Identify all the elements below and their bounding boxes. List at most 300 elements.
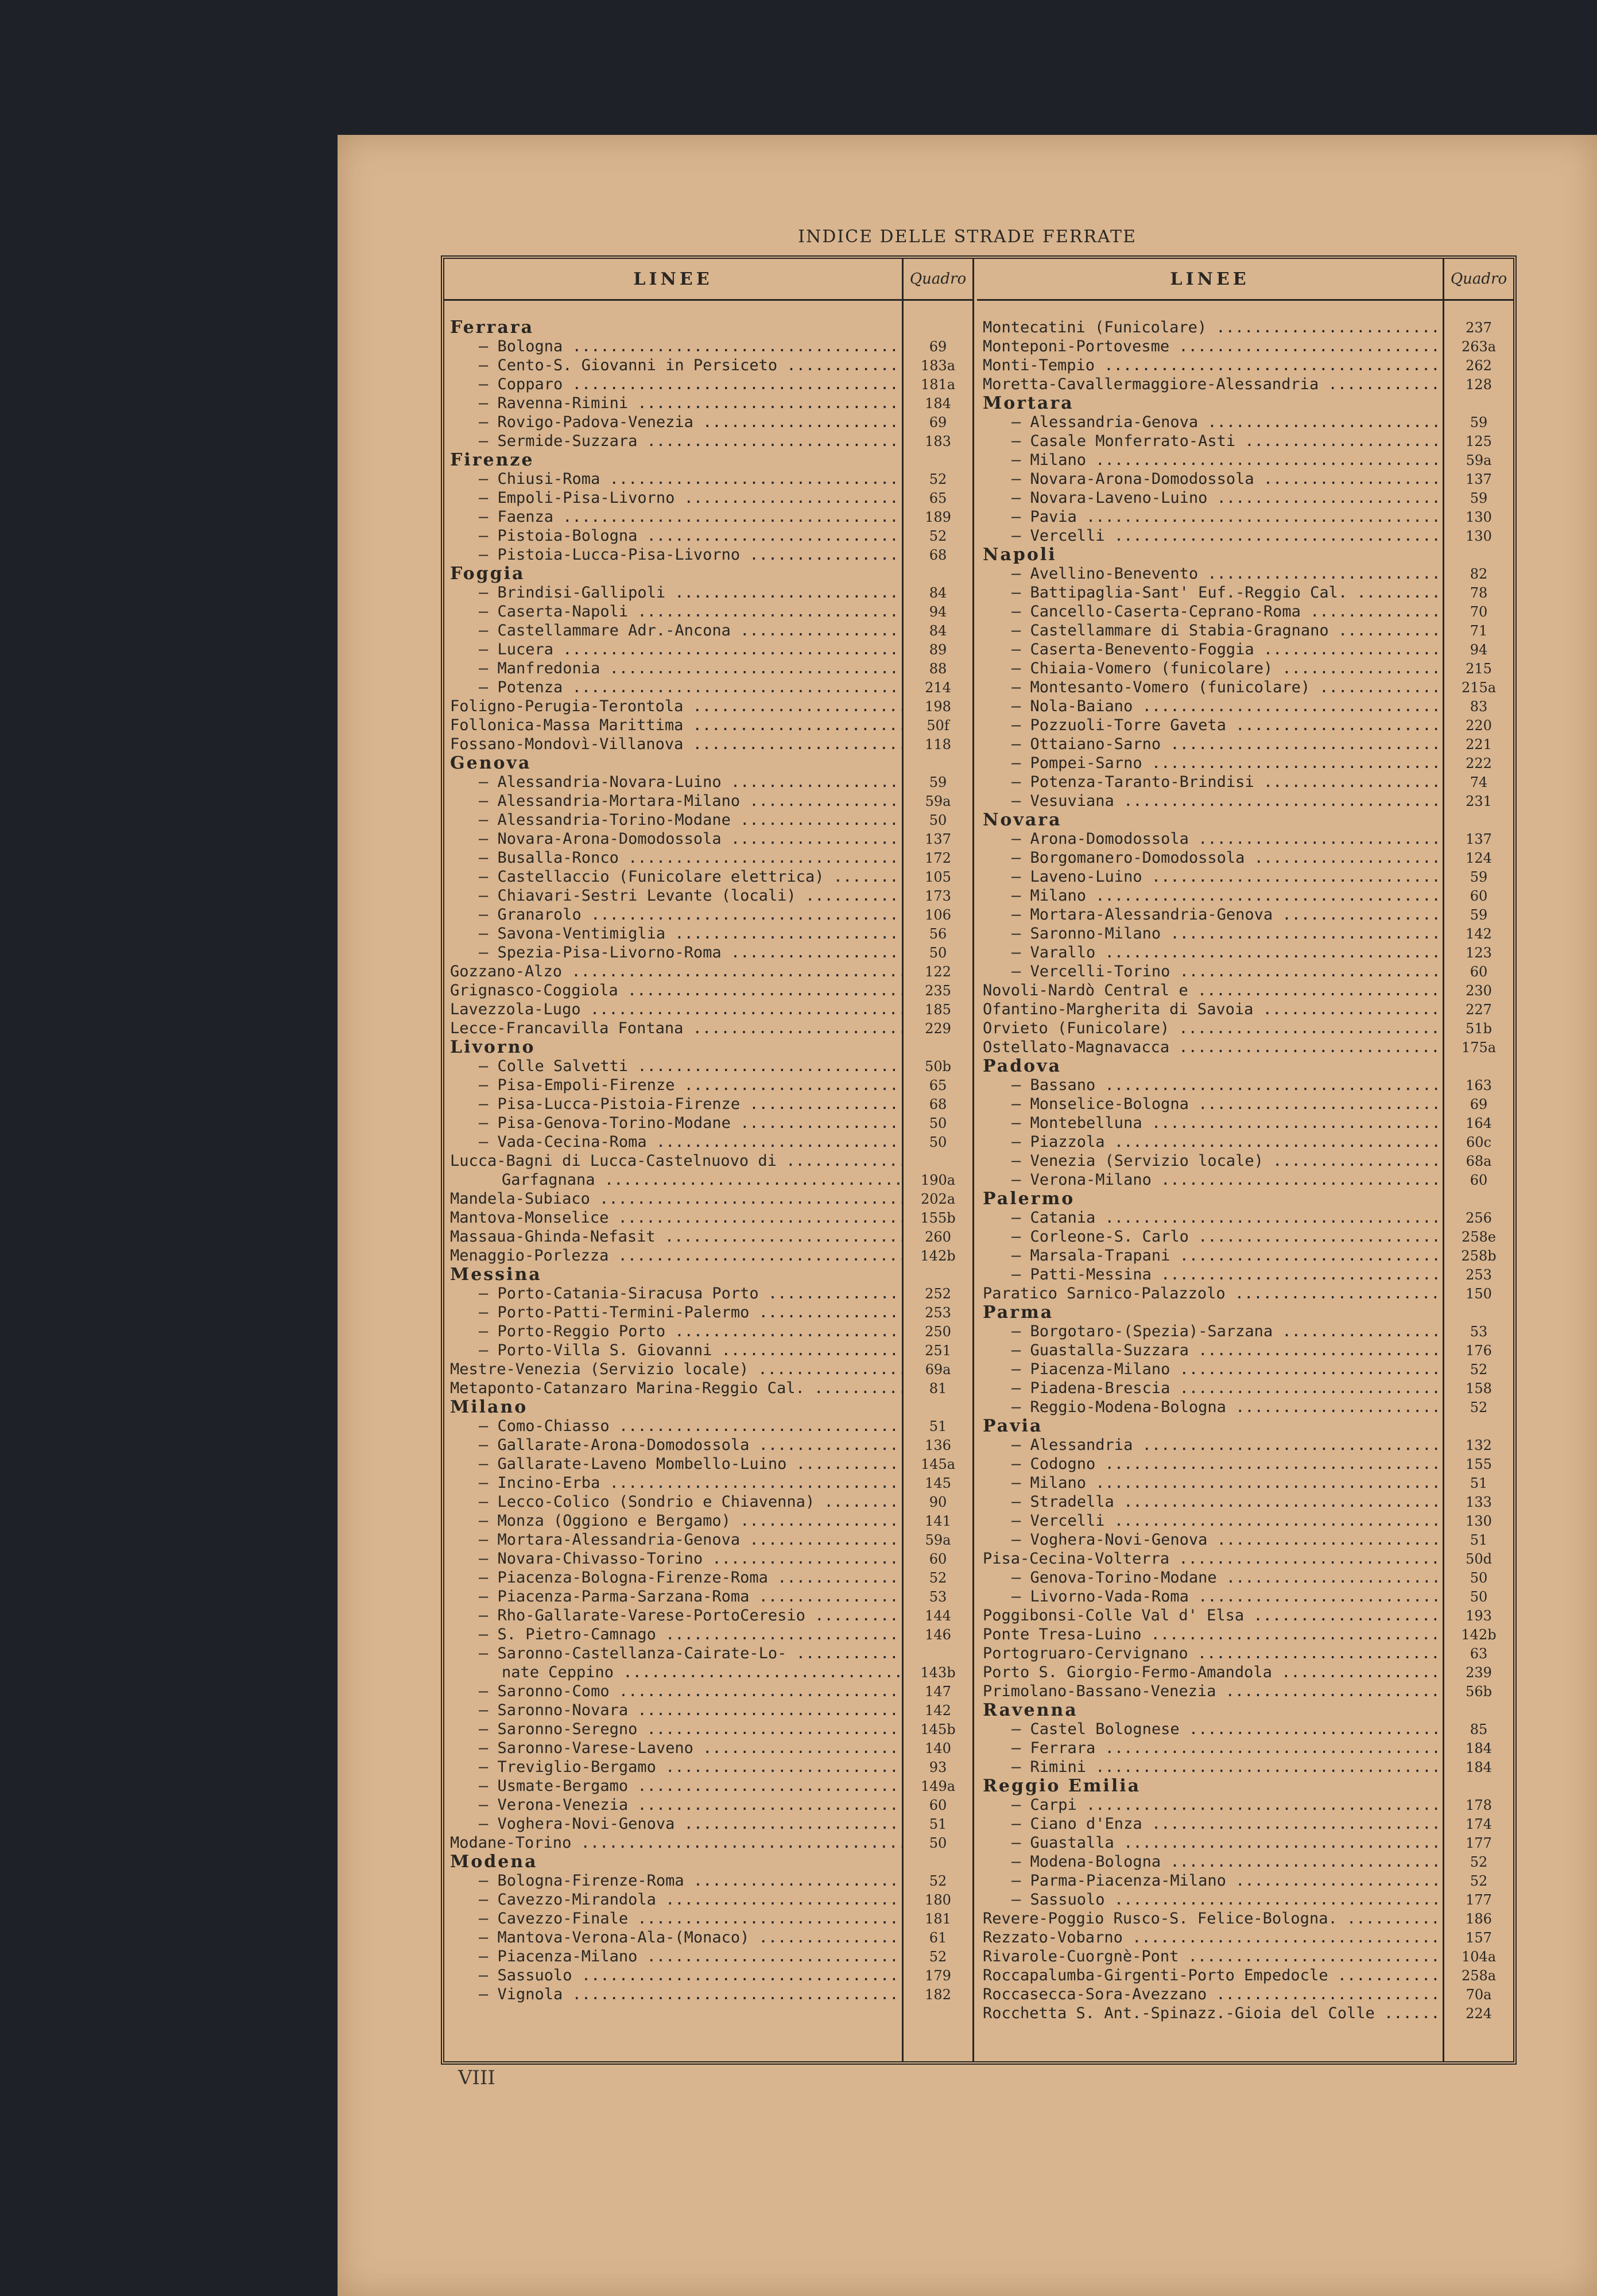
quadro-header: Quadro	[902, 259, 972, 299]
line-name: — Battipaglia-Sant' Euf.-Reggio Cal. .....	[977, 584, 1444, 602]
quadro-number: 50	[929, 1134, 947, 1150]
table-row	[444, 1095, 972, 1114]
quadro-number: 149a	[920, 1778, 956, 1794]
table-row	[444, 810, 972, 829]
quadro-number: 94	[929, 603, 947, 620]
quadro-number: 50f	[927, 717, 949, 734]
line-name: Metaponto-Catanzaro Marina-Reggio Cal. .....	[444, 1379, 904, 1397]
line-name: — Gallarate-Arona-Domodossola .....	[444, 1436, 904, 1454]
table-row	[977, 1000, 1513, 1019]
table-row	[444, 886, 972, 905]
quadro-number: 220	[1466, 717, 1492, 734]
table-row	[444, 943, 972, 962]
quadro-number: 144	[925, 1607, 951, 1624]
line-name: — Saronno-Como .....	[444, 1682, 904, 1700]
quadro-number: 93	[929, 1759, 947, 1775]
table-row	[977, 1284, 1513, 1303]
table-row	[444, 621, 972, 640]
table-row	[977, 1322, 1513, 1341]
quadro-number: 60	[929, 1797, 947, 1813]
line-name: — Voghera-Novi-Genova .....	[444, 1815, 904, 1833]
table-row	[977, 735, 1513, 754]
section-heading	[977, 810, 1513, 829]
right-rows	[977, 301, 1513, 2023]
line-name: — Chiaia-Vomero (funicolare) .....	[977, 660, 1444, 677]
quadro-number: 61	[929, 1929, 947, 1946]
quadro-number: 130	[1466, 1512, 1492, 1529]
line-name: — Potenza-Taranto-Brindisi .....	[977, 773, 1444, 791]
quadro-number: 250	[925, 1323, 951, 1340]
table-row	[977, 1076, 1513, 1095]
quadro-number: 202a	[920, 1190, 956, 1207]
table-row	[444, 1170, 972, 1189]
quadro-number: 142b	[920, 1247, 956, 1264]
table-row	[977, 697, 1513, 716]
quadro-number: 70a	[1466, 1986, 1492, 2003]
line-name: — Mortara-Alessandria-Genova .....	[444, 1531, 904, 1549]
table-row	[444, 1549, 972, 1568]
line-name: — Milano .....	[977, 1474, 1444, 1492]
quadro-number: 51b	[1466, 1020, 1492, 1037]
table-row	[444, 1114, 972, 1133]
line-name: Modena	[450, 1852, 538, 1872]
quadro-number: 215a	[1461, 679, 1497, 696]
quadro-number: 52	[929, 1948, 947, 1965]
line-name: — Montesanto-Vomero (funicolare) .....	[977, 678, 1444, 696]
table-row	[444, 1795, 972, 1814]
line-name: — Ferrara .....	[977, 1739, 1444, 1757]
line-name: Monteponi-Portovesme .....	[977, 338, 1444, 355]
table-row	[444, 659, 972, 678]
line-name: — Potenza .....	[444, 678, 904, 696]
table-row	[977, 1758, 1513, 1777]
line-name: Lucca-Bagni di Lucca-Castelnuovo di .....	[444, 1152, 904, 1170]
quadro-number: 60	[929, 1550, 947, 1567]
table-row	[977, 1909, 1513, 1928]
section-heading	[444, 1038, 972, 1057]
table-row	[977, 773, 1513, 792]
line-name: Mandela-Subiaco .....	[444, 1190, 904, 1208]
table-row	[977, 1151, 1513, 1170]
right-column-header	[977, 259, 1513, 301]
quadro-number: 59a	[925, 793, 951, 809]
quadro-number: 184	[1466, 1759, 1492, 1775]
quadro-number: 50d	[1466, 1550, 1492, 1567]
line-name: Padova	[983, 1056, 1062, 1076]
quadro-number: 122	[925, 963, 951, 980]
line-name: — Patti-Messina .....	[977, 1266, 1444, 1283]
line-name: — Piacenza-Milano .....	[444, 1948, 904, 1965]
table-row	[444, 924, 972, 943]
line-name: Portogruaro-Cervignano .....	[977, 1645, 1444, 1662]
table-row	[977, 1833, 1513, 1852]
line-name: — Sermide-Suzzara .....	[444, 432, 904, 450]
quadro-number: 176	[1466, 1342, 1492, 1359]
line-name: — Novara-Chivasso-Torino .....	[444, 1550, 904, 1568]
line-name: Roccasecca-Sora-Avezzano .....	[977, 1985, 1444, 2003]
quadro-number: 52	[1470, 1361, 1488, 1378]
quadro-number: 173	[925, 887, 951, 904]
quadro-number: 50	[1470, 1588, 1488, 1605]
line-name: — Spezia-Pisa-Livorno-Roma .....	[444, 944, 904, 961]
line-name: — Bologna-Firenze-Roma .....	[444, 1872, 904, 1890]
line-name: — Castel Bolognese .....	[977, 1720, 1444, 1738]
line-name: Novara	[983, 810, 1062, 830]
line-name: Messina	[450, 1265, 542, 1285]
line-name: — Gallarate-Laveno Mombello-Luino .....	[444, 1455, 904, 1473]
quadro-number: 252	[925, 1285, 951, 1302]
section-heading	[977, 1701, 1513, 1720]
table-row	[444, 1644, 972, 1663]
line-name: — Chiusi-Roma .....	[444, 470, 904, 488]
page-number: VIII	[458, 2066, 495, 2089]
line-name: — Laveno-Luino .....	[977, 868, 1444, 886]
table-row	[977, 981, 1513, 1000]
table-row	[977, 1985, 1513, 2004]
line-name: — Novara-Arona-Domodossola .....	[444, 830, 904, 848]
quadro-number: 69a	[925, 1361, 951, 1378]
section-heading	[977, 394, 1513, 413]
table-row	[444, 1133, 972, 1151]
line-name: — Voghera-Novi-Genova .....	[977, 1531, 1444, 1549]
quadro-number: 186	[1466, 1910, 1492, 1927]
line-name: Massaua-Ghinda-Nefasit .....	[444, 1228, 904, 1246]
line-name: Foligno-Perugia-Terontola .....	[444, 697, 904, 715]
line-name: — Verona-Venezia .....	[444, 1796, 904, 1814]
line-name: Novoli-Nardò Central e .....	[977, 982, 1444, 999]
table-row	[444, 716, 972, 735]
quadro-number: 174	[1466, 1816, 1492, 1832]
line-name: — Saronno-Milano .....	[977, 925, 1444, 943]
quadro-number: 185	[925, 1001, 951, 1018]
quadro-number: 60	[1470, 887, 1488, 904]
line-name: — Copparo .....	[444, 375, 904, 393]
quadro-number: 155b	[920, 1209, 956, 1226]
line-name: Firenze	[450, 450, 534, 470]
line-name: Genova	[450, 753, 532, 773]
table-row	[977, 848, 1513, 867]
line-name: — Milano .....	[977, 887, 1444, 905]
quadro-number: 178	[1466, 1797, 1492, 1813]
table-row	[444, 848, 972, 867]
line-name: — Vercelli .....	[977, 1512, 1444, 1530]
quadro-number: 59	[1470, 414, 1488, 430]
quadro-number: 128	[1466, 376, 1492, 393]
table-row	[977, 1208, 1513, 1227]
quadro-number: 65	[929, 1077, 947, 1093]
section-heading	[977, 1189, 1513, 1208]
table-row	[444, 1966, 972, 1985]
line-name: Roccapalumba-Girgenti-Porto Empedocle .....	[977, 1967, 1444, 1984]
line-name: — Casale Monferrato-Asti .....	[977, 432, 1444, 450]
line-name: Modane-Torino .....	[444, 1834, 904, 1852]
line-name: — Stradella .....	[977, 1493, 1444, 1511]
table-row	[444, 432, 972, 451]
quadro-number: 239	[1466, 1664, 1492, 1681]
line-name: — Cancello-Caserta-Ceprano-Roma .....	[977, 603, 1444, 620]
table-row	[977, 1133, 1513, 1151]
line-name: — Porto-Villa S. Giovanni .....	[444, 1341, 904, 1359]
line-name: — Pisa-Genova-Torino-Modane .....	[444, 1114, 904, 1132]
line-name: — Porto-Reggio Porto .....	[444, 1322, 904, 1340]
table-row	[444, 545, 972, 564]
line-name: — Brindisi-Gallipoli .....	[444, 584, 904, 602]
table-row	[444, 829, 972, 848]
table-row	[444, 356, 972, 375]
table-row	[444, 1511, 972, 1530]
quadro-number: 189	[925, 509, 951, 525]
line-name: — Lecco-Colico (Sondrio e Chiavenna) .....	[444, 1493, 904, 1511]
table-row	[444, 1871, 972, 1890]
table-row	[444, 1739, 972, 1758]
line-name: Ofantino-Margherita di Savoia .....	[977, 1000, 1444, 1018]
table-row	[977, 413, 1513, 432]
quadro-number: 130	[1466, 509, 1492, 525]
line-name: — Guastalla .....	[977, 1834, 1444, 1852]
table-row	[977, 1814, 1513, 1833]
table-row	[444, 1814, 972, 1833]
table-row	[977, 1966, 1513, 1985]
left-rows	[444, 301, 972, 2004]
quadro-number: 137	[1466, 831, 1492, 847]
line-name: Mantova-Monselice .....	[444, 1209, 904, 1227]
table-row	[444, 1833, 972, 1852]
line-name: Orvieto (Funicolare) .....	[977, 1019, 1444, 1037]
section-heading	[977, 1303, 1513, 1322]
quadro-number: 147	[925, 1683, 951, 1700]
left-column	[444, 259, 974, 2061]
table-row	[977, 1114, 1513, 1133]
line-name: — Pavia .....	[977, 508, 1444, 526]
line-name: — Genova-Torino-Modane .....	[977, 1569, 1444, 1587]
table-row	[444, 1151, 972, 1170]
table-row	[444, 1208, 972, 1227]
quadro-number: 90	[929, 1494, 947, 1510]
line-name: — Borgotaro-(Spezia)-Sarzana .....	[977, 1322, 1444, 1340]
line-name: — Arona-Domodossola .....	[977, 830, 1444, 848]
line-name: — Pistoia-Bologna .....	[444, 527, 904, 545]
line-name: Rivarole-Cuorgnè-Pont .....	[977, 1948, 1444, 1965]
section-heading	[444, 754, 972, 773]
line-name: — Pisa-Lucca-Pistoia-Firenze .....	[444, 1095, 904, 1113]
table-row	[444, 1360, 972, 1379]
table-row	[977, 1606, 1513, 1625]
table-row	[444, 1379, 972, 1398]
quadro-number: 69	[1470, 1096, 1488, 1112]
page-title: INDICE DELLE STRADE FERRATE	[798, 227, 1137, 247]
table-row	[444, 1625, 972, 1644]
quadro-number: 179	[925, 1967, 951, 1984]
table-row	[977, 1095, 1513, 1114]
line-name: — Vercelli-Torino .....	[977, 963, 1444, 980]
table-row	[977, 1682, 1513, 1701]
quadro-number: 235	[925, 982, 951, 999]
quadro-number: 52	[929, 471, 947, 487]
quadro-number: 123	[1466, 944, 1492, 961]
quadro-number: 258a	[1461, 1967, 1497, 1984]
quadro-number: 157	[1466, 1929, 1492, 1946]
line-name: — Lucera .....	[444, 641, 904, 658]
table-row	[977, 1644, 1513, 1663]
table-row	[977, 1246, 1513, 1265]
table-row	[977, 905, 1513, 924]
quadro-number: 65	[929, 490, 947, 506]
table-row	[444, 1189, 972, 1208]
table-row	[977, 1455, 1513, 1473]
quadro-number: 215	[1466, 660, 1492, 677]
table-row	[444, 1568, 972, 1587]
quadro-number: 59a	[1466, 452, 1492, 468]
line-name: — Piacenza-Parma-Sarzana-Roma .....	[444, 1588, 904, 1605]
quadro-number: 230	[1466, 982, 1492, 999]
line-name: — Nola-Baiano .....	[977, 697, 1444, 715]
table-row	[444, 1682, 972, 1701]
line-name: — Chiavari-Sestri Levante (locali) .....	[444, 887, 904, 905]
table-row	[977, 488, 1513, 507]
quadro-number: 125	[1466, 433, 1492, 449]
line-name: nate Ceppino .....	[444, 1663, 904, 1681]
table-row	[977, 867, 1513, 886]
quadro-number: 60c	[1466, 1134, 1491, 1150]
table-row	[977, 1795, 1513, 1814]
quadro-number: 184	[925, 395, 951, 412]
line-name: Revere-Poggio Rusco-S. Felice-Bologna. .....	[977, 1910, 1444, 1927]
quadro-number: 69	[929, 338, 947, 355]
table-row	[977, 1947, 1513, 1966]
quadro-number: 51	[1470, 1475, 1488, 1491]
table-row	[977, 1871, 1513, 1890]
quadro-number: 262	[1466, 357, 1492, 374]
table-row	[977, 1549, 1513, 1568]
table-row	[444, 1701, 972, 1720]
quadro-number: 221	[1466, 736, 1492, 753]
line-name: Pisa-Cecina-Volterra .....	[977, 1550, 1444, 1568]
quadro-number: 83	[1470, 698, 1488, 715]
table-row	[977, 1511, 1513, 1530]
line-name: — Avellino-Benevento .....	[977, 565, 1444, 583]
table-row	[444, 1587, 972, 1606]
quadro-number: 137	[925, 831, 951, 847]
quadro-number: 145	[925, 1475, 951, 1491]
line-name: — Pistoia-Lucca-Pisa-Livorno .....	[444, 546, 904, 564]
quadro-number: 181	[925, 1910, 951, 1927]
line-name: — Castellaccio (Funicolare elettrica) .....	[444, 868, 904, 886]
table-row	[444, 488, 972, 507]
quadro-number: 71	[1470, 622, 1488, 639]
line-name: — Caserta-Napoli .....	[444, 603, 904, 620]
line-name: Pavia	[983, 1416, 1043, 1436]
quadro-number: 88	[929, 660, 947, 677]
table-row	[977, 1492, 1513, 1511]
table-row	[977, 526, 1513, 545]
line-name: Foggia	[450, 564, 525, 584]
line-name: Grignasco-Coggiola .....	[444, 982, 904, 999]
table-row	[977, 1663, 1513, 1682]
section-heading	[444, 1398, 972, 1417]
table-row	[444, 678, 972, 697]
line-name: — Castellammare Adr.-Ancona .....	[444, 622, 904, 639]
line-name: Garfagnana .....	[444, 1171, 904, 1189]
quadro-number: 59	[1470, 490, 1488, 506]
line-name: — Guastalla-Suzzara .....	[977, 1341, 1444, 1359]
table-row	[977, 1265, 1513, 1284]
quadro-number: 51	[1470, 1531, 1488, 1548]
quadro-number: 224	[1466, 2005, 1492, 2022]
line-name: — Savona-Ventimiglia .....	[444, 925, 904, 943]
table-row	[977, 1436, 1513, 1455]
line-name: — Montebelluna .....	[977, 1114, 1444, 1132]
quadro-number: 53	[1470, 1323, 1488, 1340]
table-row	[977, 1587, 1513, 1606]
quadro-number: 256	[1466, 1209, 1492, 1226]
table-row	[977, 962, 1513, 981]
table-row	[977, 829, 1513, 848]
quadro-number: 50	[929, 1835, 947, 1851]
table-row	[977, 1473, 1513, 1492]
table-row	[444, 1928, 972, 1947]
quadro-number: 85	[1470, 1721, 1488, 1737]
line-name: — Sassuolo .....	[977, 1891, 1444, 1909]
line-name: Rocchetta S. Ant.-Spinazz.-Gioia del Colle .....	[977, 2004, 1444, 2022]
quadro-number: 50	[929, 1115, 947, 1131]
quadro-number: 181a	[920, 376, 956, 393]
quadro-number: 60	[1470, 963, 1488, 980]
lines-header: LINEE	[633, 269, 713, 289]
quadro-number: 253	[925, 1304, 951, 1321]
line-name: Ferrara	[450, 317, 534, 338]
line-name: — Cavezzo-Finale .....	[444, 1910, 904, 1927]
quadro-number: 118	[925, 736, 951, 753]
table-row	[444, 1417, 972, 1436]
table-row	[977, 621, 1513, 640]
quadro-number: 69	[929, 414, 947, 430]
quadro-number: 52	[1470, 1399, 1488, 1415]
line-name: — Ciano d'Enza .....	[977, 1815, 1444, 1833]
quadro-number: 56	[929, 925, 947, 942]
line-name: — Livorno-Vada-Roma .....	[977, 1588, 1444, 1605]
quadro-number: 177	[1466, 1891, 1492, 1908]
table-row	[444, 867, 972, 886]
quadro-number: 60	[1470, 1172, 1488, 1188]
table-row	[444, 1909, 972, 1928]
index-table	[441, 255, 1517, 2065]
quadro-number: 52	[929, 1872, 947, 1889]
table-row	[977, 943, 1513, 962]
line-name: Moretta-Cavallermaggiore-Alessandria .....	[977, 375, 1444, 393]
line-name: Monti-Tempio .....	[977, 356, 1444, 374]
line-name: — Verona-Milano .....	[977, 1171, 1444, 1189]
line-name: Gozzano-Alzo .....	[444, 963, 904, 980]
table-row	[444, 1455, 972, 1473]
line-name: — Vercelli .....	[977, 527, 1444, 545]
table-row	[444, 526, 972, 545]
table-row	[444, 1530, 972, 1549]
line-name: — Pisa-Empoli-Firenze .....	[444, 1076, 904, 1094]
line-name: — Granarolo .....	[444, 906, 904, 924]
table-row	[444, 1985, 972, 2004]
line-name: — Vesuviana .....	[977, 792, 1444, 810]
table-row	[977, 1227, 1513, 1246]
quadro-number: 145b	[920, 1721, 956, 1737]
table-row	[444, 773, 972, 792]
document-page	[338, 135, 1597, 2296]
quadro-number: 263a	[1461, 338, 1497, 355]
line-name: — Como-Chiasso .....	[444, 1417, 904, 1435]
line-name: — Castellammare di Stabia-Gragnano .....	[977, 622, 1444, 639]
quadro-number: 258e	[1461, 1228, 1496, 1245]
quadro-number: 68	[929, 546, 947, 563]
line-name: — Monselice-Bologna .....	[977, 1095, 1444, 1113]
